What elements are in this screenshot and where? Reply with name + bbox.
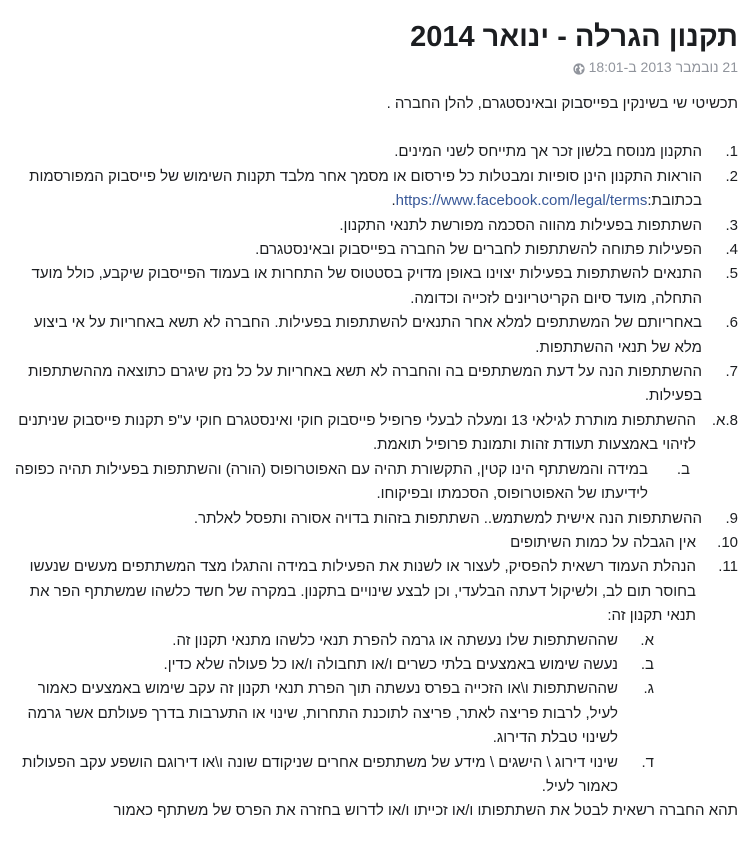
item-text-after: . bbox=[391, 192, 396, 210]
item-text: ההשתתפות הנה אישית למשתמש.. השתתפות בזהות בדויה אסורה ותפסל לאלתר. bbox=[193, 509, 702, 527]
subitem-letter: ב. bbox=[640, 655, 654, 673]
tail-paragraph: תהא החברה רשאית לבטל את השתתפותו ו/או זכייתו ו/או לדרוש בחזרה את הפרס של משתתף כאמור bbox=[113, 802, 738, 820]
list-item bbox=[14, 238, 738, 262]
page-title: תקנון הגרלה - ינואר 2014 bbox=[410, 21, 738, 53]
subitem-text: שינוי דירוג \ הישגים \ מידע של משתתפים אחרים שניקודם שונה ו\או דירוגם הושפע עקב הפעולות כאמור לעיל. bbox=[22, 753, 618, 795]
list-item bbox=[14, 262, 738, 311]
subitem-letter: ד. bbox=[641, 753, 654, 771]
list-subitem bbox=[14, 677, 738, 750]
item-number: 1. bbox=[725, 143, 738, 161]
item-text: התנאים להשתתפות בפעילות יצוינו באופן מדויק בסטטוס של התחרות או בעמוד הפייסבוק שיקבע, כולל מועד התחלה, מועד סיום הקריטריונים לזכייה וכדומה. bbox=[31, 265, 702, 307]
item-number: 7. bbox=[725, 363, 738, 381]
item-text bbox=[14, 165, 702, 214]
item-number: 8.א. bbox=[711, 411, 738, 429]
item-text: ההשתתפות הנה על דעת המשתתפים בה והחברה לא תשא באחריות על כל נזק שיגרם כתוצאה מההשתתפות בפעילות. bbox=[28, 363, 702, 405]
item-number: 9. bbox=[725, 509, 738, 527]
list-subitem bbox=[14, 458, 738, 507]
subitem-text: שההשתתפות שלו נעשתה או גרמה להפרת תנאי כלשהו מתנאי תקנון זה. bbox=[172, 631, 618, 649]
item-number: 3. bbox=[725, 216, 738, 234]
item-text: אין הגבלה על כמות השיתופים bbox=[510, 533, 696, 551]
subitem-text: נעשה שימוש באמצעים בלתי כשרים ו/או תחבולה ו/או כל פעולה שלא כדין. bbox=[163, 655, 618, 673]
subitem-letter: ג. bbox=[643, 680, 654, 698]
subitem-text: במידה והמשתתף הינו קטין, התקשורת תהיה עם האפוטרופוס (הורה) והשתתפות בפעילות תהיה כפופה לידיעתו של האפוטרופוס, הסכמתו ובפיקוחו. bbox=[15, 460, 648, 503]
list-item bbox=[14, 214, 738, 238]
subitem-letter: ב. bbox=[676, 460, 690, 478]
item-text: באחריותם של המשתתפים למלא אחר התנאים להשתתפות בפעילות. החברה לא תשא באחריות על אי ביצוע מלא של תנאי ההשתתפות. bbox=[33, 314, 702, 356]
item-text-main: הוראות התקנון הינן סופיות ומבטלות כל פירסום או מסמך אחר מלבד תקנות השימוש של פייסבוק המפורסמות בכתובת: bbox=[29, 167, 702, 210]
item-number: 6. bbox=[725, 314, 738, 332]
list-item bbox=[14, 165, 738, 214]
item-text: הנהלת העמוד רשאית להפסיק, לעצור או לשנות את הפעילות במידה והתגלו מצד המשתתפים מעשים שנעשו בחוסר תום לב, ולשיקול דעתה הבלעדי, וכן לבצע שינויים בתקנון. במקרה של חשד כלשהו שמשתתף הפר את תנאי תקנון זה: bbox=[29, 558, 696, 625]
item-text: התקנון מנוסח בלשון זכר אך מתייחס לשני המינים. bbox=[394, 143, 702, 161]
list-item bbox=[14, 507, 738, 531]
item-number: 4. bbox=[725, 241, 738, 259]
list-subitem bbox=[14, 653, 738, 677]
intro-paragraph: תכשיטי שי בשינקין בפייסבוק ובאינסטגרם, להלן החברה . bbox=[386, 95, 738, 112]
item-text: ההשתתפות מותרת לגילאי 13 ומעלה לבעלי פרופיל פייסבוק חוקי ואינסטגרם חוקי ע"פ תקנות פייסבוק שניתנים לזיהוי באמצעות תעודת זהות ותמונת פרופיל תואמת. bbox=[18, 411, 696, 454]
item-number: 11. bbox=[718, 558, 738, 576]
list-item bbox=[14, 555, 738, 628]
subitem-text: שההשתתפות ו\או הזכייה בפרס נעשתה תוך הפרת תנאי תקנון זה עקב שימוש באמצעים כאמור לעיל, לרבות פריצה לאתר, פריצה לתוכנת התחרות, שינוי או התערבות בדרך פעולתם אשר גרמה לשינוי טבלת הדירוג. bbox=[27, 680, 618, 747]
subitem-letter: א. bbox=[640, 631, 654, 649]
list-subitem bbox=[14, 751, 738, 800]
item-text: הפעילות פתוחה להשתתפות לחברים של החברה בפייסבוק ובאינסטגרם. bbox=[255, 241, 702, 259]
post-meta bbox=[14, 58, 738, 76]
globe-icon[interactable] bbox=[573, 61, 585, 73]
item-text: השתתפות בפעילות מהווה הסכמה מפורשת לתנאי התקנון. bbox=[339, 216, 702, 234]
list-item bbox=[14, 140, 738, 164]
list-item bbox=[14, 409, 738, 458]
list-item bbox=[14, 360, 738, 409]
list-subitem bbox=[14, 629, 738, 653]
item-number: 10. bbox=[717, 533, 738, 551]
list-item bbox=[14, 531, 738, 555]
post-date[interactable]: 21 נובמבר 2013 ב-18:01 bbox=[588, 59, 738, 75]
facebook-terms-link[interactable]: https://www.facebook.com/legal/terms bbox=[395, 192, 648, 210]
post-body bbox=[14, 92, 738, 824]
item-number: 5. bbox=[725, 265, 738, 283]
list-item bbox=[14, 311, 738, 360]
item-number: 2. bbox=[725, 167, 738, 185]
